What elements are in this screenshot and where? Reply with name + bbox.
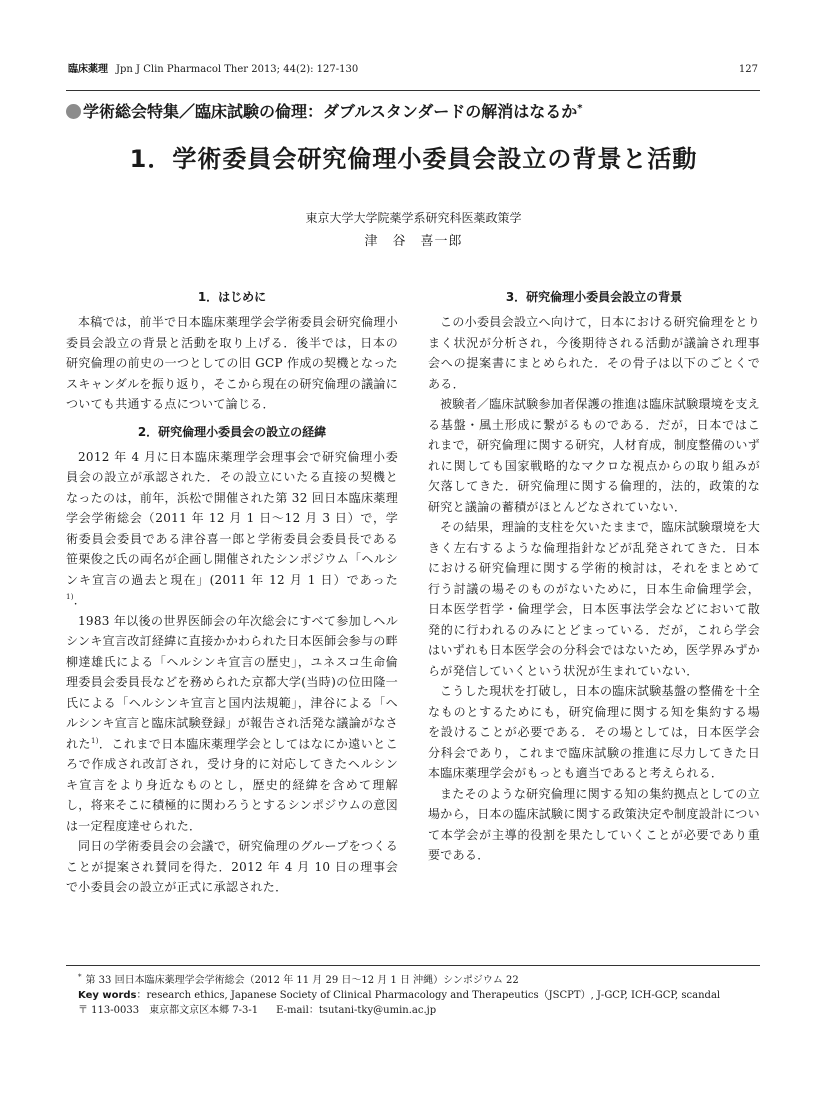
symposium-note-text: 第 33 回日本臨床薬理学会学術総会（2012 年 11 月 29 日～12 月 1 日 沖縄）シンポジウム 22 [85, 975, 519, 986]
bullet-circle-icon [66, 104, 81, 119]
footnote-divider [66, 965, 760, 966]
section-heading-introduction: 1．はじめに [197, 290, 267, 304]
footnote-mark: * [78, 973, 82, 981]
paragraph [66, 611, 398, 837]
author-name: 津 谷 喜一郎 [364, 234, 463, 249]
paragraph-text: ．これまで日本臨床薬理学会としてはなにか遠いところで作成され改訂され，受け身的に対応してきたヘルシンキ宣言をより身近なものとし，歴史的経緯を含めて理解し，将来そこに積極的に関わろうとするシンポジウムの意図は一定程度達せられた． [66, 736, 399, 833]
email-address: E-mail：tsutani-tky@umin.ac.jp [276, 1005, 437, 1016]
left-column [66, 286, 398, 898]
article-title: 1．学術委員会研究倫理小委員会設立の背景と活動 [129, 145, 698, 173]
paragraph: またそのような研究倫理に関する知の集約拠点としての立場から，日本の臨床試験に関する政策決定や制度設計について本学会が主導的役割を果たしていくことが必要であり重要である． [428, 786, 760, 862]
section-heading-background: 3．研究倫理小委員会設立の背景 [505, 290, 683, 304]
series-title [66, 98, 766, 120]
author-affiliation: 東京大学大学院薬学系研究科医薬政策学 [305, 211, 522, 225]
page-number: 127 [738, 64, 758, 75]
symposium-footnote [78, 970, 768, 988]
contact-footnote [78, 1003, 768, 1018]
reference-mark: 1) [66, 593, 74, 601]
keywords-footnote [78, 988, 768, 1003]
series-title-text: 学術総会特集／臨床試験の倫理：ダブルスタンダードの解消はなるか [83, 102, 578, 121]
journal-citation [68, 62, 358, 78]
paragraph: 被験者／臨床試験参加者保護の推進は臨床試験環境を支える基盤・風土形成に繋がるものである．だが，日本ではこれまで，研究倫理に関する研究，人材育成，制度整備のいずれに関しても国家戦略的なマクロな視点からの取り組みが欠落してきた．研究倫理に関する倫理的，法的，政策的な研究と議論の蓄積がほとんどなされていない． [428, 397, 760, 514]
running-header [68, 62, 758, 78]
paragraph [66, 447, 398, 611]
paragraph: 同日の学術委員会の会議で，研究倫理のグループをつくることが提案され賛同を得た．2012 年 4 月 10 日の理事会で小委員会の設立が正式に承認された． [66, 839, 398, 894]
keywords-label: Key words [78, 990, 137, 1001]
reference-mark: 1) [90, 736, 99, 745]
paragraph-text: ． [73, 593, 87, 607]
section-heading-establishment: 2．研究倫理小委員会の設立の経緯 [137, 424, 327, 439]
header-divider [66, 90, 760, 91]
paragraph-text: 1983 年以後の世界医師会の年次総会にすべて参加しヘルシンキ宣言改訂経緯に直接かかわられた日本医師会参与の畔柳達雄氏による「ヘルシンキ宣言の歴史」，ユネスコ生命倫理委員会委員長などを務められた京都大学(当時)の位田隆一氏による「ヘルシンキ宣言と国内法規範」，津谷による「ヘルシンキ宣言と臨床試験登録」が報告され活発な議論がなされた [66, 613, 398, 751]
paragraph-text: 2012 年 4 月に日本臨床薬理学会理事会で研究倫理小委員会の設立が承認された．その設立にいたる直接の契機となったのは，前年，浜松で開催された第 32 回日本臨床薬理学会学術総会（2011 年 12 月 1 日～12 月 3 日）で，学術委員会委員である津谷喜一郎と学術委員会委員長である笹栗俊之氏の両名が企画し開催されたシンポジウム「ヘルシンキ宣言の過去と現在」(2011 年 12 月 1 日）であった [66, 449, 398, 587]
paragraph: この小委員会設立へ向けて，日本における研究倫理をとりまく状況が分析され，今後期待される活動が議論され理事会への提案書にまとめられた．その骨子は以下のごとくである． [428, 315, 760, 391]
footnotes [78, 970, 768, 1018]
journal-name-ja: 臨床薬理 [68, 64, 108, 75]
series-title-footnote-mark: * [577, 103, 583, 114]
paragraph: 本稿では，前半で日本臨床薬理学会学術委員会研究倫理小委員会設立の背景と活動を取り上げる．後半では，日本の研究倫理の前史の一つとしての旧 GCP 作成の契機となったスキャンダルを振り返り，そこから現在の研究倫理の議論についても共通する点について論じる． [66, 315, 398, 411]
paragraph: その結果，理論的支柱を欠いたままで，臨床試験環境を大きく左右するような倫理指針などが乱発されてきた．日本における研究倫理に関する学術的検討は，それをまとめて行う討議の場そのものがないために，日本生命倫理学会，日本医学哲学・倫理学会，日本医事法学会などにおいて散発的に行われるのみにとどまっている．だが，これら学会はいずれも日本医学会の分科会ではないため，医学界みずからが発信していくという状況が生まれていない． [428, 520, 760, 678]
paragraph: こうした現状を打破し，日本の臨床試験基盤の整備を十全なものとするためにも，研究倫理に関する知を集約する場を設けることが必要である．その場としては，日本医学会分科会であり，これまで臨床試験の推進に尽力してきた日本臨床薬理学会がもっとも適当であると考えられる． [428, 684, 760, 780]
citation-text: Jpn J Clin Pharmacol Ther 2013; 44(2): 127-130 [116, 64, 359, 75]
right-column [428, 286, 760, 866]
postal-address: 〒 113-0033 東京都文京区本郷 7-3-1 [78, 1005, 259, 1016]
keywords-text: ：research ethics, Japanese Society of Clinical Pharmacology and Therapeutics（JSCPT）, J-GCP, ICH-GCP, scandal [136, 990, 721, 1001]
